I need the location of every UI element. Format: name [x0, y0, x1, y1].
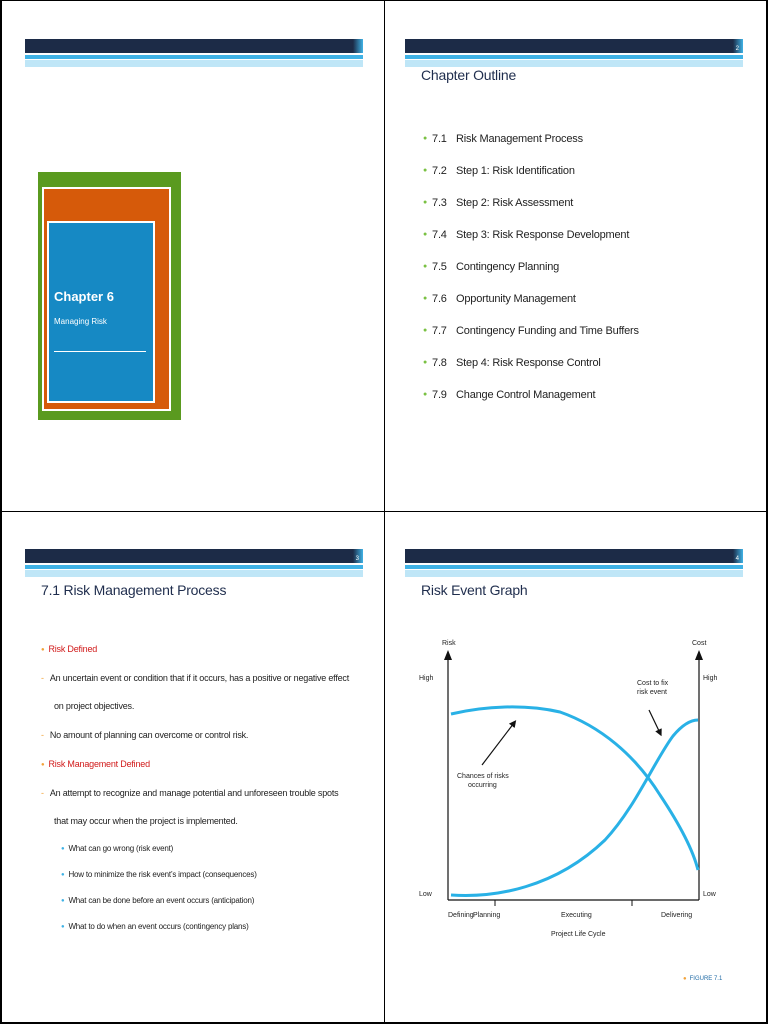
bullet-icon: ● — [61, 846, 65, 852]
cost-curve — [451, 720, 698, 895]
risk-definition-line2: on project objectives. — [54, 701, 135, 711]
outline-item-text: Step 3: Risk Response Development — [456, 229, 630, 241]
phase-planning-label: Planning — [473, 912, 501, 919]
risk-definition-line1: - An uncertain event or condition that if it occurs, has a positive or negative effect — [41, 673, 350, 683]
cost-annotation-arrow — [649, 710, 660, 733]
subpoint-item — [61, 844, 173, 853]
bullet-icon: ● — [423, 199, 428, 206]
phase-delivering-label: Delivering — [661, 912, 693, 919]
risk-annotation-line1: Chances of risks — [457, 773, 509, 780]
slide-2 — [385, 1, 768, 512]
slide-number: 3 — [355, 556, 359, 562]
outline-item-number: 7.1 — [432, 133, 447, 145]
subpoint-item — [61, 870, 257, 879]
slide-title: 7.1 Risk Management Process — [41, 582, 227, 598]
risk-management-line1: - An attempt to recognize and manage potential and unforeseen trouble spots — [41, 788, 339, 798]
subpoint-text: What can go wrong (risk event) — [68, 844, 174, 853]
outline-item-text: Step 1: Risk Identification — [456, 165, 575, 177]
outline-item-number: 7.8 — [432, 357, 447, 369]
outline-item-number: 7.7 — [432, 325, 447, 337]
bullet-icon: ● — [41, 647, 45, 653]
outline-item-number: 7.3 — [432, 197, 447, 209]
outline-item-text: Step 4: Risk Response Control — [456, 357, 601, 369]
outline-item — [423, 389, 595, 401]
bullet-icon: ● — [423, 231, 428, 238]
outline-item-number: 7.2 — [432, 165, 447, 177]
outline-item-number: 7.4 — [432, 229, 447, 241]
outline-item — [423, 133, 583, 145]
risk-annotation-line2: occurring — [468, 782, 497, 789]
bullet-icon: ● — [423, 359, 428, 366]
bullet-icon: ● — [423, 391, 428, 398]
figure-label: ● FIGURE 7.1 — [683, 976, 723, 982]
outline-item-text: Opportunity Management — [456, 293, 576, 305]
subtitle-underline — [54, 351, 146, 352]
slide-3 — [1, 512, 384, 1023]
chapter-title: Chapter 6 — [54, 289, 114, 304]
outline-item-text: Step 2: Risk Assessment — [456, 197, 574, 209]
slide-header-bar — [405, 39, 743, 67]
outline-item — [423, 165, 575, 177]
right-axis-arrow-icon — [695, 650, 703, 660]
dash-icon: - — [41, 730, 44, 740]
slide-number: 4 — [735, 556, 739, 562]
outline-item — [423, 293, 576, 305]
bullet-icon: ● — [423, 263, 428, 270]
left-axis-label: Risk — [442, 640, 456, 647]
bar-cap — [353, 39, 363, 53]
outline-item-number: 7.9 — [432, 389, 447, 401]
slide-number: 2 — [735, 46, 739, 52]
outline-item-text: Contingency Funding and Time Buffers — [456, 325, 639, 337]
chapter-subtitle: Managing Risk — [54, 317, 107, 326]
bullet-icon: ● — [61, 924, 65, 930]
slide-header-bar — [405, 549, 743, 577]
cost-annotation-line2: risk event — [637, 689, 667, 696]
subpoint-text: What can be done before an event occurs (anticipation) — [68, 896, 255, 905]
planning-point: - No amount of planning can overcome or control risk. — [41, 730, 249, 740]
risk-annotation-arrow — [482, 723, 514, 765]
outline-item-text: Contingency Planning — [456, 261, 560, 273]
outline-item — [423, 229, 629, 241]
outline-item — [423, 325, 639, 337]
bullet-icon: ● — [423, 167, 428, 174]
bullet-icon: ● — [423, 327, 428, 334]
outline-item — [423, 357, 601, 369]
subpoint-text: What to do when an event occurs (contingency plans) — [68, 922, 249, 931]
subpoint-text: How to minimize the risk event’s impact (consequences) — [68, 870, 257, 879]
dash-icon: - — [41, 788, 44, 798]
phase-executing-label: Executing — [561, 912, 592, 919]
risk-management-line2: that may occur when the project is implemented. — [54, 816, 238, 826]
subpoint-item — [61, 896, 254, 905]
x-axis-label: Project Life Cycle — [551, 931, 606, 938]
outline-item — [423, 197, 573, 209]
bullet-icon: ● — [41, 762, 45, 768]
right-axis-label: Cost — [692, 640, 707, 647]
bullet-icon: ● — [423, 295, 428, 302]
bullet-icon: ● — [61, 872, 65, 878]
bullet-icon: ● — [423, 135, 428, 142]
heading-risk-defined: ● Risk Defined — [41, 644, 98, 654]
high-right-label: High — [703, 675, 718, 682]
title-card-blue — [47, 221, 155, 403]
low-right-label: Low — [703, 891, 716, 898]
heading-risk-management-defined: ● Risk Management Defined — [41, 759, 150, 769]
outline-item-number: 7.5 — [432, 261, 447, 273]
slide-header-bar — [25, 549, 363, 577]
slide-header-bar — [25, 39, 363, 67]
high-left-label: High — [419, 675, 434, 682]
outline-item — [423, 261, 559, 273]
phase-defining-label: Defining — [448, 912, 474, 919]
slide-title: Risk Event Graph — [421, 582, 528, 598]
outline-item-text: Risk Management Process — [456, 133, 583, 145]
cost-annotation-line1: Cost to fix — [637, 680, 669, 687]
outline-item-number: 7.6 — [432, 293, 447, 305]
dash-icon: - — [41, 673, 44, 683]
bullet-icon: ● — [61, 898, 65, 904]
slide-1 — [1, 1, 384, 512]
left-axis-arrow-icon — [444, 650, 452, 660]
subpoint-item — [61, 922, 249, 931]
risk-event-graph — [385, 630, 768, 970]
slide-4 — [385, 512, 768, 1023]
slide-title: Chapter Outline — [421, 67, 517, 83]
low-left-label: Low — [419, 891, 432, 898]
outline-item-text: Change Control Management — [456, 389, 596, 401]
bullet-icon: ● — [683, 976, 687, 982]
